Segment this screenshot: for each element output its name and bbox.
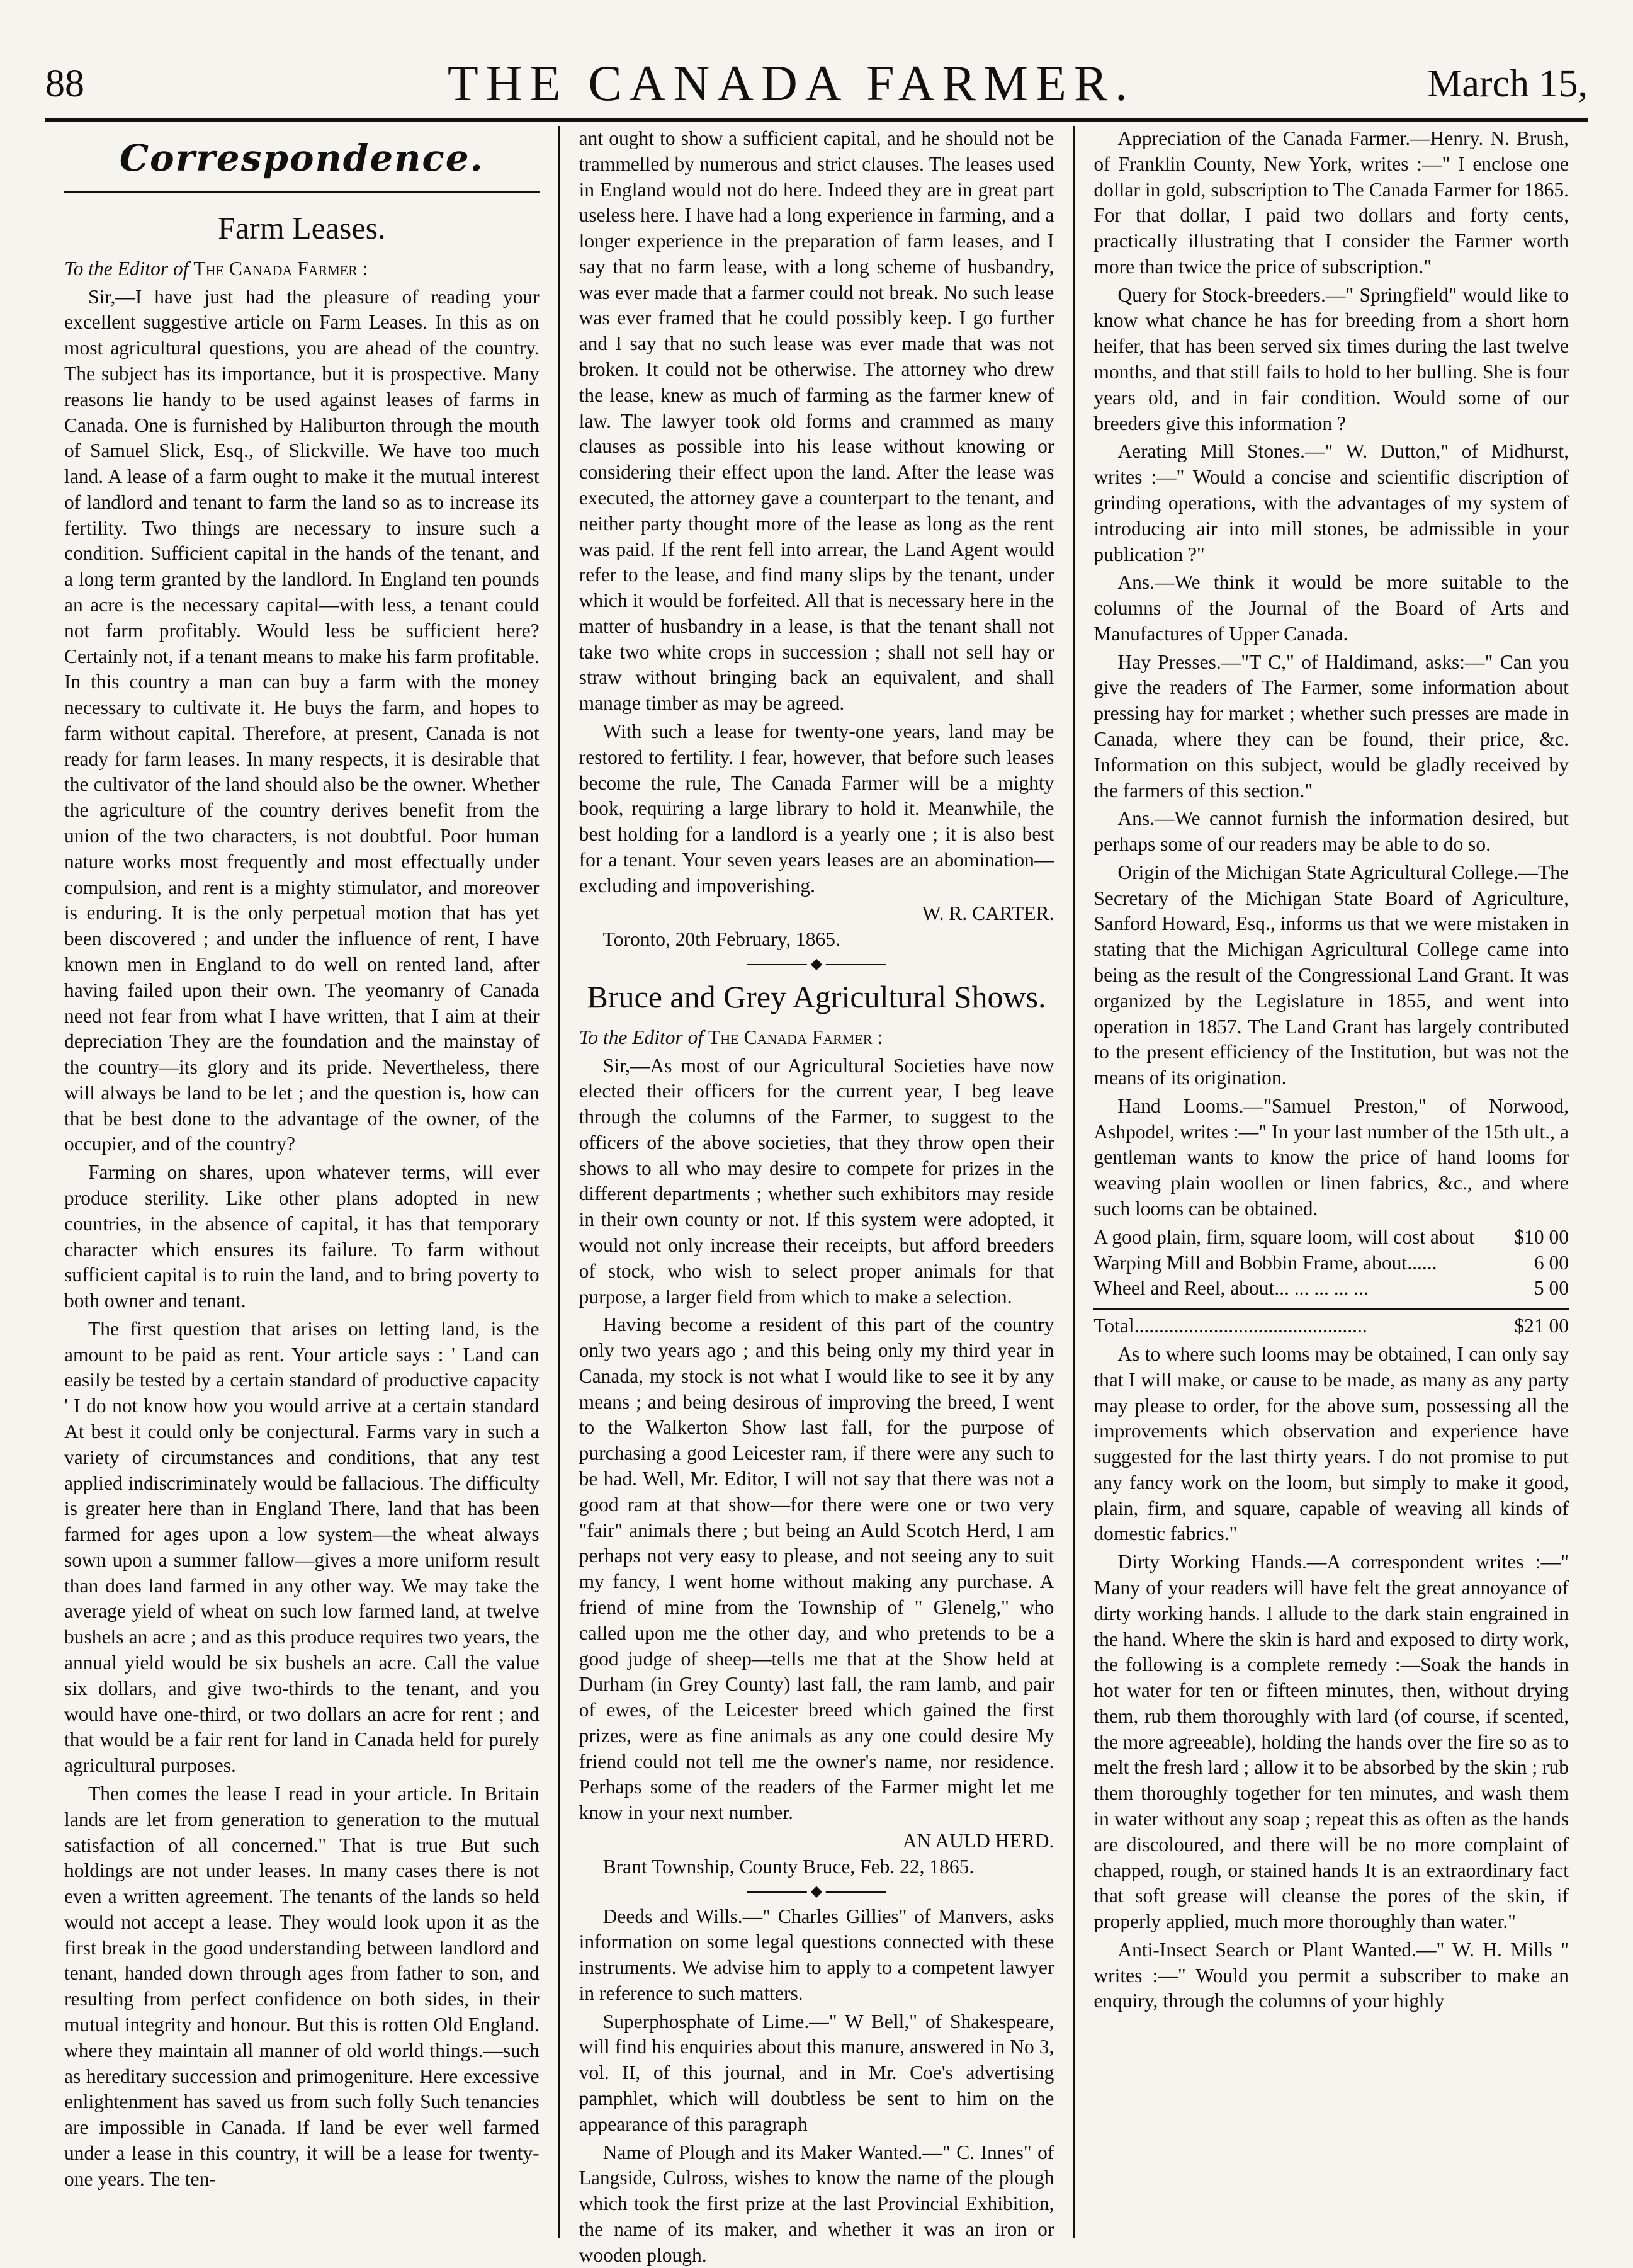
price-row bbox=[1093, 1276, 1569, 1301]
query-paragraph: Hay Presses.—"T C," of Haldimand, asks:—" Can you give the readers of The Farmer, some information about pressing hay for market ; whether such presses are made in Canada, where they can be found, their price, &c. Information on this subject, would be gladly received by the farmers of this section." bbox=[1093, 650, 1569, 802]
signature-auld-herd: AN AULD HERD. bbox=[902, 1829, 1054, 1852]
query-paragraph: Appreciation of the Canada Farmer.—Henry. N. Brush, of Franklin County, New York, writes :—" I enclose one dollar in gold, subscription to The Canada Farmer for 1865. For that dollar, I paid two dollars and forty cents, practically illustrating that I consider the Farmer worth more than twice the price of subscription." bbox=[1093, 127, 1569, 278]
dateline: Toronto, 20th February, 1865. bbox=[602, 928, 840, 951]
article-heading-farm-leases: Farm Leases. bbox=[218, 210, 386, 246]
editor-address: To the Editor of The Canada Farmer : bbox=[579, 1026, 883, 1048]
article-divider bbox=[747, 964, 886, 965]
paragraph: ant ought to show a sufficient capital, and he should not be trammelled by numerous and strict clauses. The leases used in England would not do here. Indeed they are in great part useless here. I have had a long experience in farming, and a longer experience in the preparation of farm leases, and I say that no farm lease, with a long scheme of husbandry, was ever made that a farmer could not break. No such lease was ever framed that he could possibly keep. I go further and I say that no such lease was ever made that was not broken. It could not be otherwise. The attorney who drew the lease, knew as much of farming as the farmer knew of law. The lawyer took old forms and crammed as many clauses as possible into his lease without knowing or considering their effect upon the land. After the lease was executed, the attorney gave a counterpart to the tenant, and neither party thought more of the lease as long as the rent was paid. If the rent fell into arrear, the Land Agent would refer to the lease, and find many slips by the tenant, under which it would be forfeited. All that is necessary here in the matter of husbandry in a lease, is that the tenant shall not take two white crops in succession ; shall not sell hay or straw without bringing back an equivalent, and shall manage timber as may be agreed. bbox=[579, 127, 1054, 715]
price-amount: 6 00 bbox=[1534, 1251, 1569, 1274]
answer-paragraph: Ans.—We cannot furnish the information desired, but perhaps some of our readers may be able to do so. bbox=[1093, 807, 1569, 856]
editor-address: To the Editor of The Canada Farmer : bbox=[64, 257, 368, 280]
price-total-row bbox=[1093, 1309, 1569, 1339]
ornament-title: Correspondence. bbox=[119, 137, 484, 179]
query-paragraph: Query for Stock-breeders.—" Springfield" would like to know what chance he has for breeding from a short horn heifer, that has been served six times during the last twelve months, and that still fails to hold to her bulling. She is four years old, and in fair condition. Would some of our breeders give this information ? bbox=[1093, 283, 1569, 434]
total-amount: $21 00 bbox=[1481, 1309, 1569, 1339]
dateline: Brant Township, County Bruce, Feb. 22, 1865. bbox=[602, 1855, 975, 1878]
paragraph: As to where such looms may be obtained, I can only say that I will make, or cause to be made, as many as any party may please to order, for the above sum, possessing all the improvements which observation and experience have suggested for the last thirty years. I do not promise to put any fancy work on the loom, but simply to make it good, plain, firm, and square, capable of weaving all kinds of domestic fabrics." bbox=[1093, 1342, 1569, 1545]
price-label: Warping Mill and Bobbin Frame, about...... bbox=[1093, 1251, 1437, 1274]
column-1 bbox=[45, 126, 558, 2238]
total-label: Total............................................... bbox=[1093, 1309, 1481, 1339]
paragraph: Sir,—As most of our Agricultural Societies have now elected their officers for the current year, I beg leave through the columns of the Farmer, to suggest to the officers of the above societies, that they throw open their shows to all who may desire to compete for prizes in the different departments ; whether such exhibitors may reside in their own county or not. If this system were adopted, it would not only increase their receipts, but afford breeders of stock, who wish to select proper animals for that purpose, a larger field from which to make a selection. bbox=[579, 1054, 1054, 1308]
query-paragraph: Hand Looms.—"Samuel Preston," of Norwood, Ashpodel, writes :—" In your last number of the 15th ult., a gentleman wants to know the price of hand looms for weaving plain woollen or linen fabrics, &c., and where such looms can be obtained. bbox=[1093, 1094, 1569, 1220]
issue-date: March 15, bbox=[1427, 62, 1588, 105]
query-paragraph: Anti-Insect Search or Plant Wanted.—" W. H. Mills " writes :—" Would you permit a subscriber to make an enquiry, through the columns of your highly bbox=[1093, 1938, 1569, 2012]
price-amount: 5 00 bbox=[1534, 1277, 1569, 1300]
price-row bbox=[1093, 1250, 1569, 1276]
query-paragraph: Dirty Working Hands.—A correspondent writes :—" Many of your readers will have felt the great annoyance of dirty working hands. I allude to the dark stain engrained in the hand. Where the skin is hard and exposed to dirty work, the following is a complete remedy :—Soak the hands in hot water for ten or fifteen minutes, then, without drying them, rub them thoroughly with lard (of course, if scented, the more agreeable), holding the hands over the fire so as to melt the fresh lard ; allow it to be absorbed by the skin ; rub them thoroughly together for ten minutes, and wash them in water without any soap ; repeat this as often as the hands are discoloured, and there will be no more complaint of chapped, rough, or stained hands It is an extraordinary fact that soft grease will cleanse the pores of the skin, if properly applied, much more thoroughly than water." bbox=[1093, 1551, 1569, 1933]
columns bbox=[45, 126, 1588, 2266]
price-amount: $10 00 bbox=[1514, 1225, 1569, 1248]
paragraph: Farming on shares, upon whatever terms, will ever produce sterility. Like other plans adopted in new countries, in the absence of capital, it has that temporary character which ensures its failure. To farm without sufficient capital is to ruin the land, and to bring poverty to both owner and tenant. bbox=[64, 1161, 540, 1312]
page-number: 88 bbox=[45, 62, 84, 105]
column-2 bbox=[558, 126, 1073, 2266]
query-paragraph: Origin of the Michigan State Agricultural College.—The Secretary of the Michigan State Board of Agriculture, Sanford Howard, Esq., informs us that we were mistaken in stating that the Michigan Agricultural College came into being as the result of the Congressional Land Grant. It was organized by the Legislature in 1855, and went into operation in 1857. The Land Grant has largely contributed to the present efficiency of the Institution, but was not the means of its origination. bbox=[1093, 861, 1569, 1089]
price-row bbox=[1093, 1225, 1569, 1250]
query-paragraph: Superphosphate of Lime.—" W Bell," of Shakespeare, will find his enquiries about this manure, answered in No 3, vol. II, of this journal, and in Mr. Coe's advertising pamphlet, which will doubtless be sent to him on the appearance of this paragraph bbox=[579, 2010, 1054, 2135]
answer-paragraph: Ans.—We think it would be more suitable to the columns of the Journal of the Board of Arts and Manufactures of Upper Canada. bbox=[1093, 571, 1569, 645]
paragraph: Then comes the lease I read in your article. In Britain lands are let from generation to generation to the mutual satisfaction of all concerned." That is true But such holdings are not under leases. In many cases there is not even a written agreement. The tenants of the lands so held would not accept a lease. They would look upon it as the first break in the good understanding between landlord and tenant, handed down through ages from father to son, and resulting from perfect confidence on both sides, in their mutual integrity and honour. But this is rotten Old England. where they maintain all manner of old world things.—such as hereditary succession and primogeniture. Here excessive enlightenment has saved us from such folly Such tenancies are impossible in Canada. If land be ever well farmed under a lease in this country, it will be a lease for twenty-one years. The ten- bbox=[64, 1782, 540, 2190]
query-paragraph: Name of Plough and its Maker Wanted.—" C. Innes" of Langside, Culross, wishes to know the name of the plough which took the first prize at the last Provincial Exhibition, the name of its maker, and whether it was an iron or wooden plough. bbox=[579, 2141, 1054, 2266]
paragraph: The first question that arises on letting land, is the amount to be paid as rent. Your article says : ' Land can easily be tested by a certain standard of productive capacity ' I do not know how you would arrive at a certain standard At best it could only be conjectural. Farms vary in such a variety of circumstances and conditions, that any test applied indiscriminately would be fallacious. The difficulty is greater here than in England There, land that has been farmed for ages upon a low system—the wheat always sown upon a summer fallow—gives a more uniform result than does land farmed in any other way. We may take the average yield of wheat on such low farmed land, at twelve bushels an acre ; and as this produce requires two years, the annual yield would be six bushels an acre. Call the value six dollars, and give two-thirds to the tenant, and you would have one-third, or two dollars an acre for rent ; and that would be a fair rent for land in Canada held for purely agricultural purposes. bbox=[64, 1317, 540, 1777]
query-paragraph: Deeds and Wills.—" Charles Gillies" of Manvers, asks information on some legal questions connected with these instruments. We advise him to apply to a competent lawyer in reference to such matters. bbox=[579, 1905, 1054, 2004]
paragraph: Sir,—I have just had the pleasure of reading your excellent suggestive article on Farm Leases. In this as on most agricultural questions, you are ahead of the country. The subject has its importance, but it is prospective. Many reasons lie handy to be used against leases of farms in Canada. One is furnished by Haliburton through the mouth of Samuel Slick, Esq., of Slickville. We have too much land. A lease of a farm ought to make it the mutual interest of landlord and tenant to farm the land so as to increase its fertility. Two things are necessary to insure such a condition. Sufficient capital in the hands of the tenant, and a long term granted by the landlord. In England ten pounds an acre is the necessary capital—with less, a tenant could not farm profitably. Would less be sufficient here? Certainly not, if a tenant means to make his farm profitable. In this country a man can buy a farm with the money necessary to cultivate it. He buys the farm, and hopes to farm without capital. Therefore, at present, Canada is not ready for farm leases. In many respects, it is desirable that the cultivator of the land should also be the owner. Whether the agriculture of the country derives benefit from the union of the two characters, is not doubtful. Poor human nature works most frequently and most effectually under compulsion, and rent is a mighty stimulator, and moreover is enduring. It is the only perpetual motion that has yet been discovered ; and under the influence of rent, I have known men in England to do well on rented land, after having failed upon their own. The yeomanry of Canada need not fear from what I have written, that I aim at their depreciation They are the foundation and the mainstay of the country—its glory and its pride. Nevertheless, there will always be land to be let ; and the question is, how can that be best done to the advantage of the owner, of the occupier, and of the country? bbox=[64, 285, 540, 1155]
section-ornament bbox=[64, 135, 540, 182]
article-divider bbox=[747, 1891, 886, 1893]
paragraph: Having become a resident of this part of the country only two years ago ; and this being only my third year in Canada, my stock is not what I would like to see it by any means ; and being desirous of improving the breed, I went to the Walkerton Show last fall, for the purpose of purchasing a good Leicester ram, if there were any such to be had. Well, Mr. Editor, I will not say that there was not a good ram at that show—for there were one or two very "fair" animals there ; but being an Auld Scotch Herd, I am perhaps not very easy to please, and not seeing any to suit my fancy, I went home without making any purchase. A friend of mine from the Township of " Glenelg," who called upon me the other day, and who pretends to be a good judge of sheep—tells me that at the Show held at Durham (in Grey County) last fall, the ram lamb, and pair of ewes, of the Leicester breed which gained the first prizes, were as fine animals as any one could desire My friend could not tell me the owner's name, nor residence. Perhaps some of the readers of the Farmer might let me know in your next number. bbox=[579, 1313, 1054, 1824]
paragraph: With such a lease for twenty-one years, land may be restored to fertility. I fear, however, that before such leases become the rule, The Canada Farmer will be a mighty book, requiring a large library to hold it. Meanwhile, the best holding for a landlord is a yearly one ; it is also best for a tenant. Your seven years leases are an abomination—excluding and impoverishing. bbox=[579, 720, 1054, 897]
section-rule bbox=[64, 191, 540, 196]
price-label: Wheel and Reel, about... ... ... ... ... bbox=[1093, 1277, 1369, 1300]
signature-carter: W. R. CARTER. bbox=[922, 902, 1054, 925]
price-label: A good plain, firm, square loom, will cost about bbox=[1093, 1225, 1474, 1248]
masthead bbox=[45, 49, 1588, 122]
article-heading-bruce-grey: Bruce and Grey Agricultural Shows. bbox=[587, 979, 1046, 1014]
newspaper-title: THE CANADA FARMER. bbox=[447, 55, 1136, 111]
query-paragraph: Aerating Mill Stones.—" W. Dutton," of Midhurst, writes :—" Would a concise and scientific discription of grinding operations, with the advantages of my system of introducing air into mill stones, be admissible in your publication ?" bbox=[1093, 440, 1569, 565]
loom-price-table bbox=[1093, 1225, 1569, 1339]
column-3 bbox=[1073, 126, 1588, 2238]
